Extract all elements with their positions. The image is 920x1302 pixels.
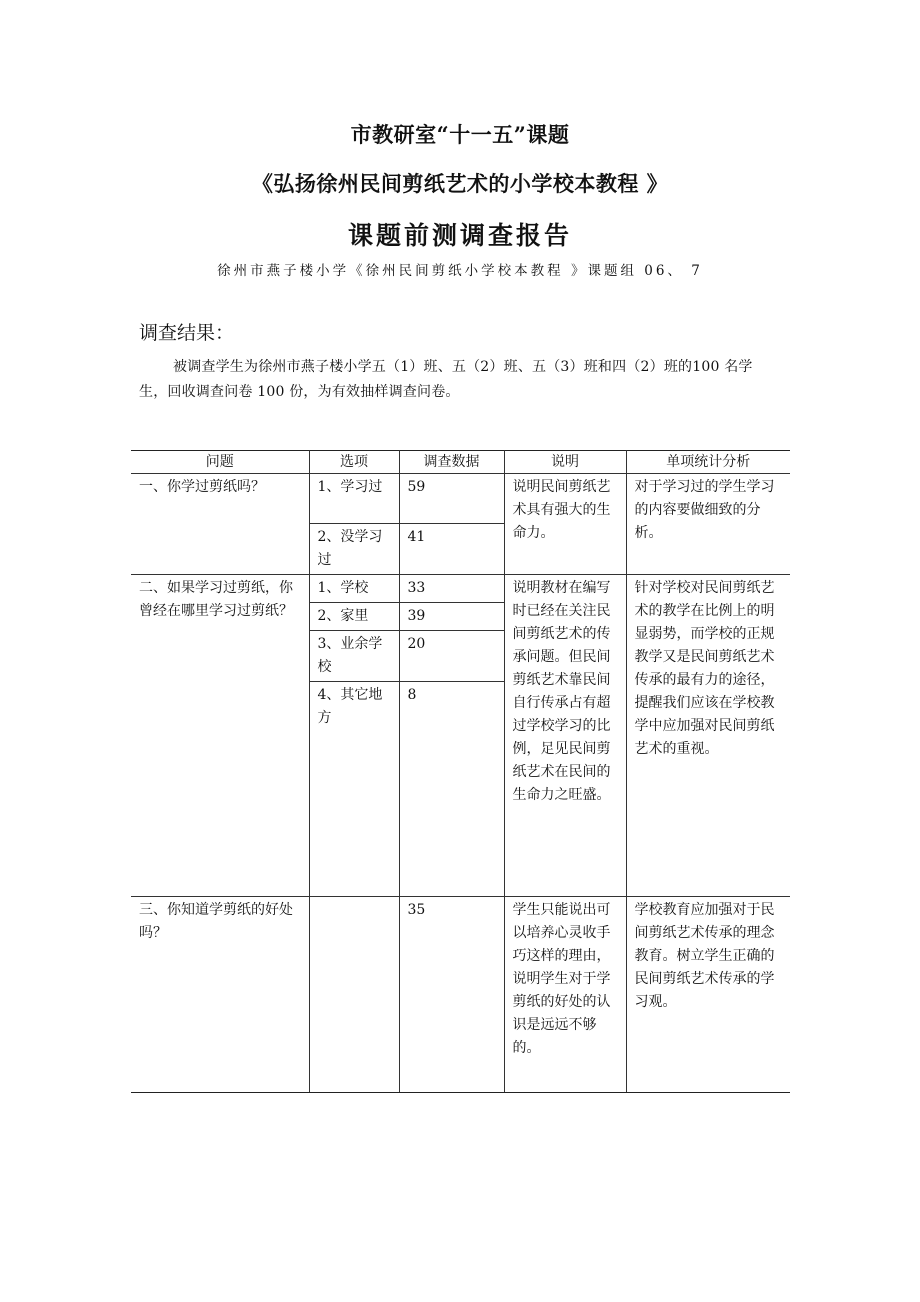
q2-analysis: 针对学校对民间剪纸艺术的教学在比例上的明显弱势，而学校的正规教学又是民间剪纸艺术传承的最有力的途径，提醒我们应该在学校教学中应加强对民间剪纸艺术的重视。	[626, 575, 790, 897]
q2-note: 说明教材在编写时已经在关注民间剪纸艺术的传承问题。但民间剪纸艺术靠民间自行传承占有超过学校学习的比例，足见民间剪纸艺术在民间的生命力之旺盛。	[504, 575, 626, 897]
q3-question: 三、你知道学剪纸的好处吗？	[131, 897, 309, 1093]
table-row	[131, 897, 790, 1093]
q1-analysis: 对于学习过的学生学习的内容要做细致的分析。	[626, 474, 790, 575]
q1-value-2: 41	[399, 524, 504, 575]
q2-option-1: 1、学校	[309, 575, 399, 603]
q1-note: 说明民间剪纸艺术具有强大的生命力。	[504, 474, 626, 575]
title-line-2: 《弘扬徐州民间剪纸艺术的小学校本教程 》	[251, 171, 669, 196]
header-analysis: 单项统计分析	[626, 451, 790, 474]
q2-option-3: 3、业余学校	[309, 631, 399, 682]
q1-question: 一、你学过剪纸吗？	[131, 474, 309, 575]
q2-question: 二、如果学习过剪纸，你曾经在哪里学习过剪纸？	[131, 575, 309, 897]
report-title: 课题前测调查报告	[347, 221, 572, 250]
header-option: 选项	[309, 451, 399, 474]
header-data: 调查数据	[399, 451, 504, 474]
q1-option-1: 1、学习过	[309, 474, 399, 524]
q2-value-3: 20	[399, 631, 504, 682]
q3-analysis: 学校教育应加强对于民间剪纸艺术传承的理念教育。树立学生正确的民间剪纸艺术传承的学习观。	[626, 897, 790, 1093]
header-question: 问题	[131, 451, 309, 474]
section-heading: 调查结果：	[139, 322, 235, 344]
q2-value-2: 39	[399, 603, 504, 631]
q3-value: 35	[399, 897, 504, 1093]
table-row	[131, 474, 790, 524]
q1-option-2: 2、没学习过	[309, 524, 399, 575]
table-header-row	[131, 451, 790, 474]
header-note: 说明	[504, 451, 626, 474]
q2-value-4: 8	[399, 682, 504, 897]
q2-option-2: 2、家里	[309, 603, 399, 631]
q3-note: 学生只能说出可以培养心灵收手巧这样的理由，说明学生对于学剪纸的好处的认识是远远不够的。	[504, 897, 626, 1093]
intro-paragraph: 被调查学生为徐州市燕子楼小学五（1）班、五（2）班、五（3）班和四（2）班的100 名学生，回收调查问卷 100 份，为有效抽样调查问卷。	[139, 359, 753, 400]
q2-value-1: 33	[399, 575, 504, 603]
survey-table	[131, 450, 790, 1093]
table-row	[131, 575, 790, 603]
q1-value-1: 59	[399, 474, 504, 524]
title-line-1: 市教研室“十一五”课题	[350, 122, 570, 147]
q3-option	[309, 897, 399, 1093]
report-subtitle: 徐州市燕子楼小学《徐州民间剪纸小学校本教程 》课题组 06、 7	[217, 263, 703, 279]
q2-option-4: 4、其它地方	[309, 682, 399, 897]
